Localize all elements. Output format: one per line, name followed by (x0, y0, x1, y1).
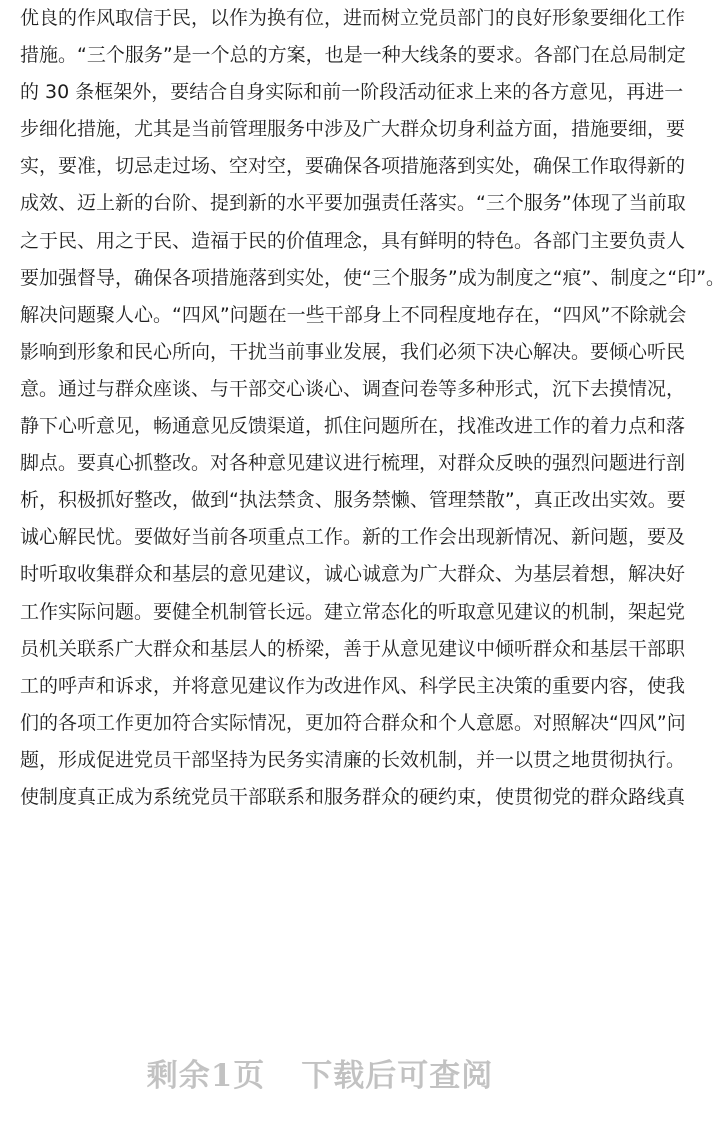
document-body (20, 0, 725, 816)
text-line-4: 步细化措施，尤其是当前管理服务中涉及广大群众切身利益方面，措施要细，要 (20, 118, 686, 141)
text-line-1: 优良的作风取信于民，以作为换有位，进而树立党员部门的良好形象要细化工作 (20, 7, 686, 29)
text-line-22: 使制度真正成为系统党员干部联系和服务群众的硬约束，使贯彻党的群众路线真 (20, 785, 686, 808)
text-line-3: 的 30 条框架外，要结合自身实际和前一阶段活动征求上来的各方意见，再进一 (20, 81, 684, 104)
text-line-10: 影响到形象和民心所向，干扰当前事业发展，我们必须下决心解决。要倾心听民 (20, 340, 686, 363)
text-line-8: 要加强督导，确保各项措施落到实处，使“三个服务”成为制度之“痕”、制度之“印”。 (20, 266, 725, 289)
text-line-20: 们的各项工作更加符合实际情况，更加符合群众和个人意愿。对照解决“四风”问 (20, 711, 686, 734)
text-line-13: 脚点。要真心抓整改。对各种意见建议进行梳理，对群众反映的强烈问题进行剖 (20, 452, 686, 475)
text-line-19: 工的呼声和诉求，并将意见建议作为改进作风、科学民主决策的重要内容，使我 (20, 674, 686, 697)
text-line-2: 措施。“三个服务”是一个总的方案，也是一种大线条的要求。各部门在总局制定 (20, 44, 686, 67)
text-line-7: 之于民、用之于民、造福于民的价值理念，具有鲜明的特色。各部门主要负责人 (20, 229, 686, 252)
text-line-17: 工作实际问题。要健全机制管长远。建立常态化的听取意见建议的机制，架起党 (20, 600, 686, 623)
text-line-18: 员机关联系广大群众和基层人的桥梁，善于从意见建议中倾听群众和基层干部职 (20, 637, 686, 660)
download-to-view-label: 下载后可查阅 (301, 1058, 494, 1094)
text-line-12: 静下心听意见，畅通意见反馈渠道，抓住问题所在，找准改进工作的着力点和落 (20, 415, 686, 438)
text-line-6: 成效、迈上新的台阶、提到新的水平要加强责任落实。“三个服务”体现了当前取 (20, 192, 686, 215)
text-line-11: 意。通过与群众座谈、与干部交心谈心、调查问卷等多种形式，沉下去摸情况， (20, 377, 686, 400)
text-line-16: 时听取收集群众和基层的意见建议，诚心诚意为广大群众、为基层着想，解决好 (20, 563, 686, 586)
text-line-9: 解决问题聚人心。“四风”问题在一些干部身上不同程度地存在，“四风”不除就会 (20, 303, 687, 326)
remaining-pages-label: 剩余1页 (146, 1058, 266, 1094)
text-line-15: 诚心解民忧。要做好当前各项重点工作。新的工作会出现新情况、新问题，要及 (20, 526, 686, 549)
text-line-14: 析，积极抓好整改，做到“执法禁贪、服务禁懒、管理禁散”，真正改出实效。要 (20, 489, 686, 512)
text-line-21: 题，形成促进党员干部坚持为民务实清廉的长效机制，并一以贯之地贯彻执行。 (20, 748, 686, 771)
text-line-5: 实，要准，切忌走过场、空对空，要确保各项措施落到实处，确保工作取得新的 (20, 155, 686, 178)
download-prompt[interactable] (0, 1050, 640, 1095)
